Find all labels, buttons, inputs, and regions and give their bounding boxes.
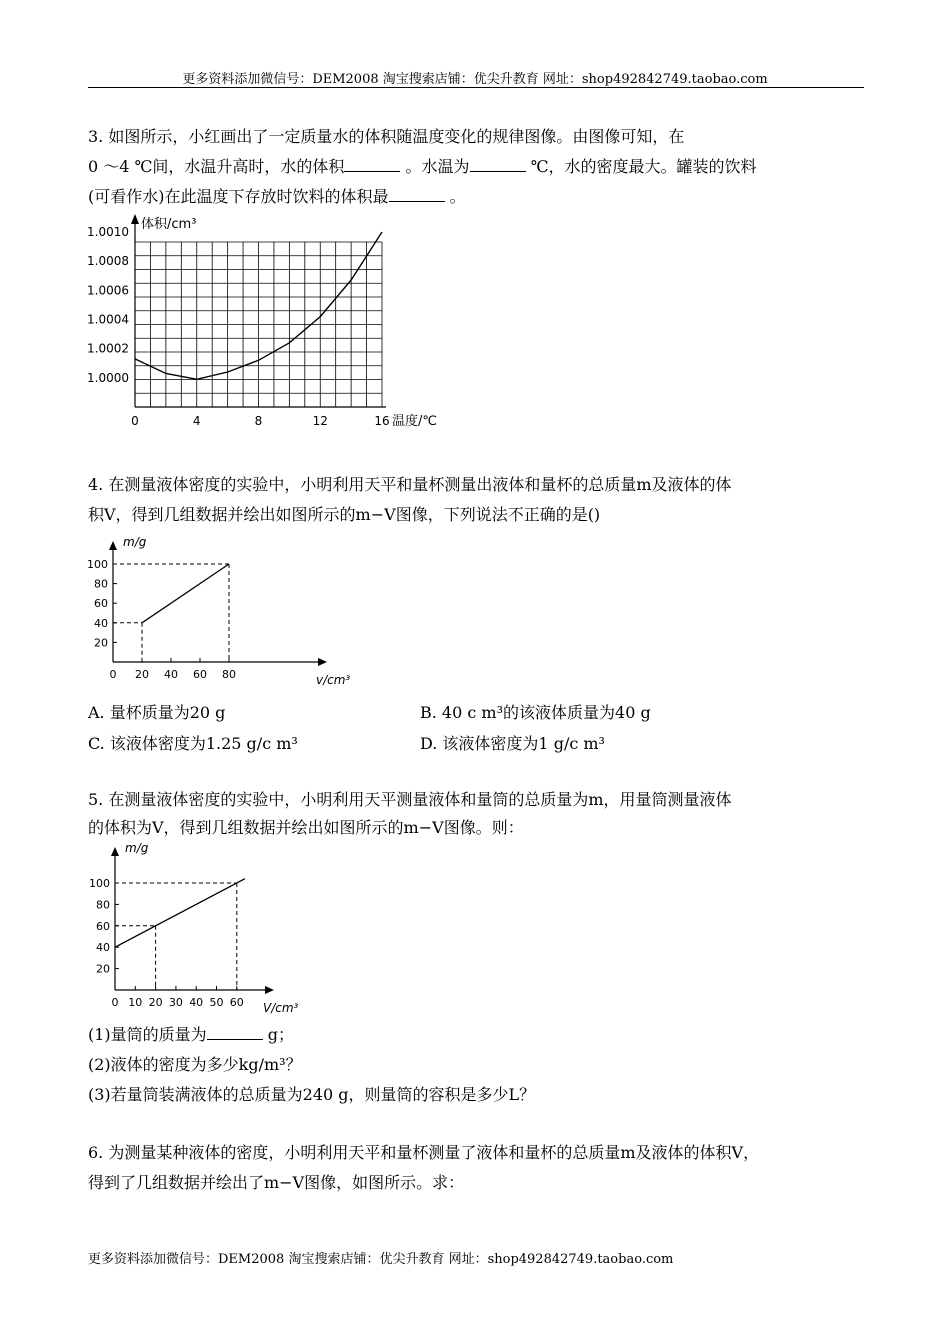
- x-tick-label: 0: [111, 996, 119, 1009]
- x-tick-label: 4: [192, 414, 201, 428]
- y-tick-label: 1.0000: [87, 370, 129, 385]
- q5-line2: 的体积为V，得到几组数据并绘出如图所示的m−V图像。则：: [88, 818, 524, 837]
- q4-option-c: C. 该液体密度为1.25 g/c m³: [88, 734, 298, 753]
- q3-line2-text-c: ℃，水的密度最大。罐装的饮料: [525, 157, 757, 176]
- q6-line2: 得到了几组数据并绘出了m−V图像，如图所示。求：: [88, 1173, 465, 1192]
- y-tick-label: 80: [94, 577, 108, 591]
- x-tick-label: 30: [168, 996, 183, 1009]
- y-tick-label: 40: [96, 941, 110, 955]
- q5-sub1-text-a: (1)量筒的质量为: [88, 1025, 207, 1044]
- q3-line2: [88, 157, 757, 177]
- q5-sub3: (3)若量筒装满液体的总质量为240 g，则量筒的容积是多少L？: [88, 1085, 536, 1104]
- x-tick-label: 40: [189, 996, 204, 1009]
- y-tick-label: 1.0008: [87, 254, 129, 269]
- y-tick-label: 1.0004: [87, 312, 129, 327]
- chart-mass-volume-q5: [80, 843, 310, 1013]
- y-tick-label: 100: [89, 877, 110, 890]
- q5-blank-1: [207, 1025, 263, 1040]
- q5-sub2: (2)液体的密度为多少kg/m³？: [88, 1055, 302, 1074]
- y-tick-label: 80: [96, 898, 110, 912]
- q5-sub1: [88, 1025, 294, 1045]
- x-tick-label: 12: [312, 414, 328, 428]
- y-axis-arrow: [111, 847, 119, 856]
- data-line: [142, 564, 229, 623]
- q4-option-d: D. 该液体密度为1 g/c m³: [420, 734, 605, 753]
- x-tick-label: 8: [254, 414, 263, 428]
- q4-option-a: A. 量杯质量为20 g: [88, 703, 226, 722]
- x-tick-label: 16: [374, 414, 390, 428]
- y-tick-label: 20: [94, 636, 108, 650]
- q3-line3-text-b: 。: [444, 187, 466, 206]
- x-tick-label: 20: [135, 668, 149, 681]
- q4-option-b: B. 40 c m³的该液体质量为40 g: [420, 703, 651, 722]
- x-tick-label: 10: [128, 996, 143, 1009]
- x-tick-label: 80: [222, 668, 236, 681]
- y-axis-label: m/g: [123, 535, 147, 549]
- y-tick-label: 1.0006: [87, 283, 129, 298]
- q6-line1: 6. 为测量某种液体的密度，小明利用天平和量杯测量了液体和量杯的总质量m及液体的体积V，: [88, 1143, 760, 1162]
- data-line: [115, 879, 245, 947]
- y-axis-label: 体积/cm³: [141, 217, 197, 232]
- q5-sub1-text-b: g；: [262, 1025, 295, 1044]
- chart-mass-volume-q4: [80, 530, 370, 695]
- x-axis-arrow: [318, 658, 327, 666]
- x-tick-label: 20: [148, 996, 163, 1009]
- x-tick-label: 40: [164, 668, 178, 681]
- q3-line1: 3. 如图所示，小红画出了一定质量水的体积随温度变化的规律图像。由图像可知，在: [88, 127, 685, 146]
- x-tick-label: 0: [109, 668, 117, 681]
- y-tick-label: 60: [96, 919, 110, 933]
- x-tick-label: 0: [131, 414, 139, 428]
- x-tick-label: 60: [193, 668, 207, 681]
- y-tick-label: 1.0010: [87, 225, 129, 239]
- page-header: 更多资料添加微信号：DEM2008 淘宝搜索店铺：优尖升教育 网址：shop492842749.taobao.com: [182, 72, 768, 87]
- x-axis-arrow: [265, 986, 274, 994]
- x-axis-label: v/cm³: [316, 673, 351, 687]
- x-tick-label: 60: [229, 996, 244, 1009]
- q3-blank-1: [344, 157, 400, 172]
- y-tick-label: 20: [96, 962, 110, 976]
- x-axis-label: V/cm³: [263, 1001, 299, 1015]
- y-axis-arrow: [131, 214, 139, 224]
- q5-line1: 5. 在测量液体密度的实验中，小明利用天平测量液体和量筒的总质量为m，用量筒测量液体: [88, 790, 732, 809]
- chart-volume-temperature: [80, 212, 460, 442]
- y-tick-label: 60: [94, 597, 108, 611]
- x-tick-label: 50: [209, 996, 224, 1009]
- q3-line3-text-a: (可看作水)在此温度下存放时饮料的体积最: [88, 187, 389, 206]
- y-tick-label: 1.0002: [87, 341, 129, 356]
- y-tick-label: 40: [94, 616, 108, 630]
- y-axis-label: m/g: [125, 841, 149, 855]
- y-tick-label: 100: [87, 558, 108, 571]
- q3-blank-2: [470, 157, 526, 172]
- x-axis-label: 温度/℃: [392, 414, 437, 429]
- q3-line3: [88, 187, 466, 207]
- page-footer: 更多资料添加微信号：DEM2008 淘宝搜索店铺：优尖升教育 网址：shop492842749.taobao.com: [88, 1252, 674, 1267]
- y-axis-arrow: [109, 541, 117, 550]
- q4-line2: 积V，得到几组数据并绘出如图所示的m−V图像，下列说法不正确的是(): [88, 505, 601, 524]
- q3-blank-3: [389, 187, 445, 202]
- q3-line2-text-b: 。水温为: [400, 157, 470, 176]
- header-divider: [88, 87, 864, 88]
- q4-line1: 4. 在测量液体密度的实验中，小明利用天平和量杯测量出液体和量杯的总质量m及液体的体: [88, 475, 732, 494]
- q3-line2-text-a: 0 ～4 ℃间，水温升高时，水的体积: [88, 157, 345, 176]
